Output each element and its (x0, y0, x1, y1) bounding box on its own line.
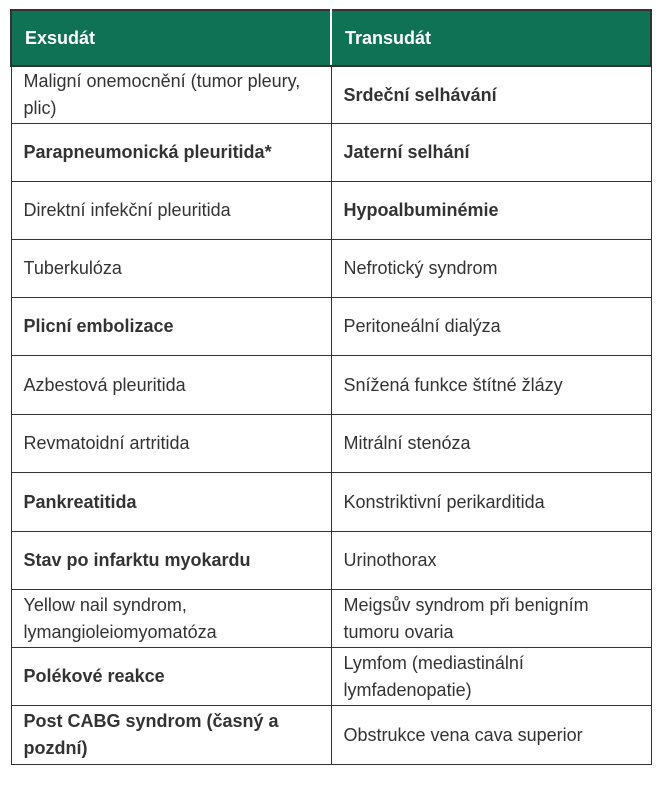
transudat-cell: Urinothorax (331, 532, 651, 590)
transudat-cell: Obstrukce vena cava superior (331, 706, 651, 765)
table-header (11, 10, 651, 66)
transudat-cell: Meigsův syndrom při benigním tumoru ovaria (331, 590, 651, 648)
exsudat-cell: Plicní embolizace (11, 298, 331, 356)
transudat-cell: Lymfom (mediastinální lymfadenopatie) (331, 648, 651, 706)
exsudat-cell: Stav po infarktu myokardu (11, 532, 331, 590)
transudat-cell: Jaterní selhání (331, 124, 651, 182)
transudat-cell: Snížená funkce štítné žlázy (331, 356, 651, 415)
transudat-cell: Peritoneální dialýza (331, 298, 651, 356)
transudat-cell: Mitrální stenóza (331, 415, 651, 473)
table-row (11, 298, 651, 356)
exsudat-transudat-table (10, 9, 652, 765)
table-row (11, 648, 651, 706)
exsudat-cell: Pankreatitida (11, 473, 331, 532)
table-row (11, 706, 651, 765)
exsudat-cell: Post CABG syndrom (časný a pozdní) (11, 706, 331, 765)
exsudat-cell: Azbestová pleuritida (11, 356, 331, 415)
exsudat-cell: Maligní onemocnění (tumor pleury, plic) (11, 66, 331, 124)
transudat-cell: Srdeční selhávání (331, 66, 651, 124)
table-row (11, 356, 651, 415)
header-transudat: Transudát (331, 10, 651, 66)
table-row (11, 532, 651, 590)
table-row (11, 240, 651, 298)
table-row (11, 590, 651, 648)
table-row (11, 182, 651, 240)
table-body (11, 66, 651, 765)
header-exsudat: Exsudát (11, 10, 331, 66)
transudat-cell: Nefrotický syndrom (331, 240, 651, 298)
transudat-cell: Hypoalbuminémie (331, 182, 651, 240)
table-row (11, 473, 651, 532)
table-row (11, 415, 651, 473)
exsudat-cell: Parapneumonická pleuritida* (11, 124, 331, 182)
exsudat-cell: Direktní infekční pleuritida (11, 182, 331, 240)
comparison-table-container (10, 9, 650, 765)
table-row (11, 124, 651, 182)
table-row (11, 66, 651, 124)
transudat-cell: Konstriktivní perikarditida (331, 473, 651, 532)
exsudat-cell: Revmatoidní artritida (11, 415, 331, 473)
exsudat-cell: Yellow nail syndrom, lymangioleiomyomatóza (11, 590, 331, 648)
header-row (11, 10, 651, 66)
exsudat-cell: Tuberkulóza (11, 240, 331, 298)
exsudat-cell: Polékové reakce (11, 648, 331, 706)
